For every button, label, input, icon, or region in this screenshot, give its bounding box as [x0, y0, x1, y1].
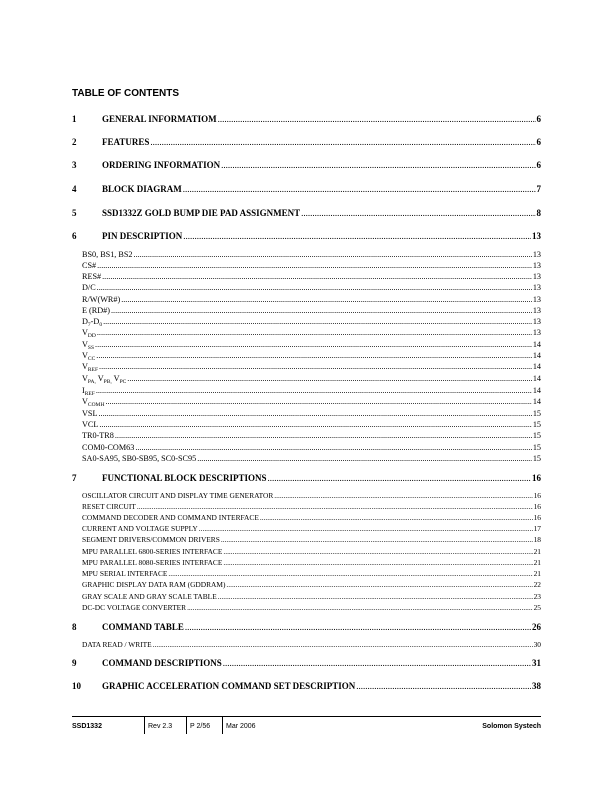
dot-leader [274, 491, 532, 500]
toc-subentry[interactable] [82, 580, 541, 589]
subentry-label: VCL [82, 420, 99, 429]
section-label: GRAPHIC ACCELERATION COMMAND SET DESCRIPTION [102, 681, 356, 691]
page-number: 13 [532, 231, 541, 241]
dot-leader [197, 454, 532, 463]
page-number: 14 [532, 374, 541, 383]
section-label: BLOCK DIAGRAM [102, 184, 182, 194]
toc-subentry[interactable] [82, 397, 541, 408]
subentry-label: VSL [82, 409, 98, 418]
page-number: 16 [533, 513, 541, 522]
subentry-label: R/W(WR#) [82, 295, 121, 304]
dot-leader [356, 681, 531, 691]
dot-leader [96, 386, 532, 395]
subentry-label: D/C [82, 283, 96, 292]
page-number: 13 [532, 283, 541, 292]
page-number: 26 [532, 622, 541, 632]
dot-leader [97, 328, 532, 337]
page-number: 14 [532, 397, 541, 406]
page-number: 21 [533, 558, 541, 567]
page-number: 15 [532, 409, 541, 418]
page-number: 13 [532, 328, 541, 337]
toc-subentry[interactable] [82, 261, 541, 270]
page-number: 15 [532, 443, 541, 452]
dot-leader [168, 569, 532, 578]
dot-leader [105, 397, 531, 406]
toc-subentry[interactable] [82, 362, 541, 373]
toc-subentry[interactable] [82, 535, 541, 544]
section-label: PIN DESCRIPTION [102, 231, 183, 241]
dot-leader [153, 640, 533, 649]
dot-leader [183, 231, 531, 241]
subentry-label: $V_{REF}$ [82, 362, 99, 373]
section-number: 8 [72, 622, 77, 632]
footer-rule [72, 716, 541, 717]
dot-leader [223, 558, 532, 567]
toc-subentry[interactable] [82, 592, 541, 601]
subentry-label: $V_{PA,}$ $V_{PB,}$ $V_{PC}$ [82, 374, 127, 385]
page-number: 31 [532, 658, 541, 668]
toc-subentry[interactable] [82, 250, 541, 259]
dot-leader [226, 580, 532, 589]
toc-subentry[interactable] [82, 558, 541, 567]
toc-subentry[interactable] [82, 328, 541, 339]
page-number: 15 [532, 454, 541, 463]
dot-leader [221, 160, 535, 170]
subentry-label: GRAY SCALE AND GRAY SCALE TABLE [82, 592, 217, 601]
toc-entry[interactable] [72, 160, 541, 170]
dot-leader [199, 524, 533, 533]
subentry-label: CURRENT AND VOLTAGE SUPPLY [82, 524, 198, 533]
toc-subentry[interactable] [82, 502, 541, 511]
toc-subentry[interactable] [82, 409, 541, 418]
toc-entry[interactable] [72, 658, 541, 668]
section-number: 1 [72, 114, 77, 124]
section-number: 2 [72, 137, 77, 147]
dot-leader [97, 283, 532, 292]
toc-subentry[interactable] [82, 569, 541, 578]
toc-entry[interactable] [72, 231, 541, 241]
toc-subentry[interactable] [82, 374, 541, 385]
toc-entry[interactable] [72, 681, 541, 691]
section-label: SSD1332Z GOLD BUMP DIE PAD ASSIGNMENT [102, 208, 301, 218]
dot-leader [99, 420, 531, 429]
subentry-label: MPU SERIAL INTERFACE [82, 569, 168, 578]
toc-entry[interactable] [72, 184, 541, 194]
subentry-label: DATA READ / WRITE [82, 640, 152, 649]
subentry-label: TR0-TR8 [82, 431, 114, 440]
page-number: 16 [532, 473, 541, 483]
footer-part-number: SSD1332 [72, 722, 102, 730]
subentry-label: DC-DC VOLTAGE CONVERTER [82, 603, 187, 612]
subentry-label: BS0, BS1, BS2 [82, 250, 133, 259]
footer-company: Solomon Systech [482, 722, 541, 730]
section-label: GENERAL INFORMATIOM [102, 114, 217, 124]
section-label: FEATURES [102, 137, 150, 147]
toc-subentry[interactable] [82, 547, 541, 556]
toc-subentry[interactable] [82, 420, 541, 429]
section-number: 9 [72, 658, 77, 668]
page-number: 14 [532, 386, 541, 395]
page-number: 13 [532, 250, 541, 259]
footer-revision: Rev 2.3 [148, 722, 173, 730]
subentry-label: $D_7-D_0$ [82, 317, 103, 328]
dot-leader [99, 362, 532, 371]
page-number: 8 [536, 208, 541, 218]
footer-divider [222, 716, 223, 734]
page-number: 15 [532, 431, 541, 440]
subentry-label: COMMAND DECODER AND COMMAND INTERFACE [82, 513, 259, 522]
toc-subentry[interactable] [82, 295, 541, 304]
dot-leader [150, 137, 535, 147]
subentry-label: MPU PARALLEL 6800-SERIES INTERFACE [82, 547, 223, 556]
section-number: 5 [72, 208, 77, 218]
toc-subentry[interactable] [82, 340, 541, 351]
page-number: 14 [532, 362, 541, 371]
dot-leader [137, 502, 533, 511]
page-number: 6 [536, 114, 541, 124]
dot-leader [268, 473, 531, 483]
page-number: 38 [532, 681, 541, 691]
dot-leader [127, 374, 532, 383]
page-number: 17 [533, 524, 541, 533]
page-number: 6 [536, 137, 541, 147]
section-number: 7 [72, 473, 77, 483]
page-number: 13 [532, 295, 541, 304]
dot-leader [223, 547, 532, 556]
page-number: 18 [533, 535, 541, 544]
subentry-label: CS# [82, 261, 97, 270]
page-number: 21 [533, 547, 541, 556]
page-number: 13 [532, 306, 541, 315]
toc-entry[interactable] [72, 473, 541, 483]
dot-leader [183, 184, 536, 194]
dot-leader [301, 208, 535, 218]
subentry-label: RESET CIRCUIT [82, 502, 136, 511]
section-number: 6 [72, 231, 77, 241]
page-number: 16 [533, 491, 541, 500]
section-label: COMMAND DESCRIPTIONS [102, 658, 222, 668]
toc-subentry[interactable] [82, 454, 541, 463]
dot-leader [111, 306, 532, 315]
page-number: 13 [532, 272, 541, 281]
dot-leader [218, 592, 533, 601]
dot-leader [260, 513, 533, 522]
toc-entry[interactable] [72, 208, 541, 218]
section-number: 4 [72, 184, 77, 194]
section-label: FUNCTIONAL BLOCK DESCRIPTIONS [102, 473, 267, 483]
toc-subentry[interactable] [82, 386, 541, 397]
dot-leader [221, 535, 533, 544]
dot-leader [121, 295, 532, 304]
subentry-label: COM0-COM63 [82, 443, 135, 452]
dot-leader [97, 261, 532, 270]
subentry-label: OSCILLATOR CIRCUIT AND DISPLAY TIME GENERATOR [82, 491, 274, 500]
toc-subentry[interactable] [82, 431, 541, 440]
dot-leader [98, 409, 531, 418]
dot-leader [115, 431, 532, 440]
page-number: 22 [533, 580, 541, 589]
section-label: ORDERING INFORMATION [102, 160, 221, 170]
footer-date: Mar 2006 [226, 722, 256, 730]
subentry-label: MPU PARALLEL 8080-SERIES INTERFACE [82, 558, 223, 567]
page-number: 14 [532, 351, 541, 360]
dot-leader [96, 351, 532, 360]
toc-entry[interactable] [72, 622, 541, 632]
page-number: 13 [532, 261, 541, 270]
subentry-label: GRAPHIC DISPLAY DATA RAM (GDDRAM) [82, 580, 226, 589]
subentry-label: SEGMENT DRIVERS/COMMON DRIVERS [82, 535, 220, 544]
toc-subentry[interactable] [82, 640, 541, 649]
dot-leader [135, 443, 531, 452]
page-number: 15 [532, 420, 541, 429]
footer-divider [186, 716, 187, 734]
section-label: COMMAND TABLE [102, 622, 184, 632]
dot-leader [95, 340, 532, 349]
footer-divider [144, 716, 145, 734]
dot-leader [223, 658, 531, 668]
subentry-label: RES# [82, 272, 102, 281]
subentry-label: $I_{REF}$ [82, 386, 95, 397]
subentry-label: SA0-SA95, SB0-SB95, SC0-SC95 [82, 454, 197, 463]
subentry-label: E (RD#) [82, 306, 110, 315]
dot-leader [134, 250, 532, 259]
toc-subentry[interactable] [82, 524, 541, 533]
page-number: 14 [532, 340, 541, 349]
dot-leader [185, 622, 531, 632]
page-number: 23 [533, 592, 541, 601]
page-number: 16 [533, 502, 541, 511]
toc-subentry[interactable] [82, 272, 541, 281]
subentry-label: $V_{SS}$ [82, 340, 95, 351]
page-number: 25 [533, 603, 541, 612]
page-number: 7 [536, 184, 541, 194]
dot-leader [218, 114, 536, 124]
dot-leader [102, 272, 532, 281]
page-number: 6 [536, 160, 541, 170]
section-number: 3 [72, 160, 77, 170]
subentry-label: $V_{CC}$ [82, 351, 96, 362]
page-number: 21 [533, 569, 541, 578]
toc-subentry[interactable] [82, 513, 541, 522]
toc-entry[interactable] [72, 137, 541, 147]
toc-subentry[interactable] [82, 443, 541, 452]
toc-subentry[interactable] [82, 491, 541, 500]
page-number: 13 [532, 317, 541, 326]
toc-entry[interactable] [72, 114, 541, 124]
page-number: 30 [533, 640, 541, 649]
footer-page: P 2/56 [190, 722, 211, 730]
toc-subentry[interactable] [82, 283, 541, 292]
section-number: 10 [72, 681, 81, 691]
toc-subentry[interactable] [82, 351, 541, 362]
subentry-label: $V_{DD}$ [82, 328, 96, 339]
toc-title: TABLE OF CONTENTS [72, 88, 180, 99]
subentry-label: $V_{COMH}$ [82, 397, 105, 408]
toc-subentry[interactable] [82, 306, 541, 315]
dot-leader [187, 603, 533, 612]
dot-leader [103, 317, 532, 326]
toc-subentry[interactable] [82, 603, 541, 612]
toc-subentry[interactable] [82, 317, 541, 328]
